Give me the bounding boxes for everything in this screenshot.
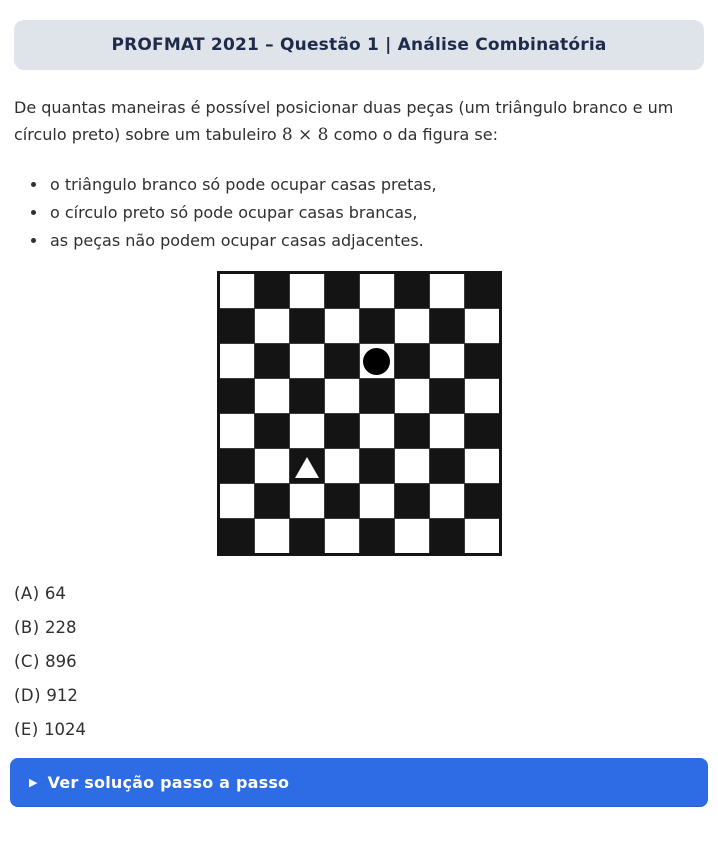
board-cell (395, 309, 429, 343)
board-cell (430, 379, 464, 413)
board-cell (290, 414, 324, 448)
board-cell (430, 449, 464, 483)
board-cell (465, 309, 499, 343)
board-cell (360, 379, 394, 413)
board-cell (325, 274, 359, 308)
board-cell (255, 414, 289, 448)
board-cell (430, 274, 464, 308)
board-cell (360, 519, 394, 553)
board-cell (220, 344, 254, 378)
question-text-before-math: De quantas maneiras é possível posicionar duas peças (um triângulo branco e um círculo preto) sobre um tabuleiro (14, 98, 674, 144)
board-cell (290, 274, 324, 308)
board-cell (465, 379, 499, 413)
answer-option-e (14, 713, 704, 747)
board-cell (395, 344, 429, 378)
board-cell (325, 519, 359, 553)
option-letter: (A) (14, 584, 40, 603)
board-cell (465, 449, 499, 483)
option-value: 896 (45, 652, 77, 671)
board-cell (395, 274, 429, 308)
board-cell (325, 414, 359, 448)
board-cell (220, 309, 254, 343)
option-letter: (C) (14, 652, 40, 671)
question-text (14, 94, 704, 149)
board-cell (255, 274, 289, 308)
board-cell (360, 484, 394, 518)
board-cell (290, 484, 324, 518)
board-cell (430, 309, 464, 343)
board-cell (325, 484, 359, 518)
answer-option-b (14, 611, 704, 645)
board-cell (220, 379, 254, 413)
board-cell (465, 519, 499, 553)
board-cell (430, 519, 464, 553)
conditions-list (14, 171, 704, 255)
board-cell (220, 274, 254, 308)
option-value: 228 (44, 618, 77, 637)
math-expression: 8 × 8 (281, 125, 329, 145)
board-cell (465, 344, 499, 378)
solution-toggle-button[interactable] (10, 758, 708, 807)
board-cell (430, 484, 464, 518)
board-cell (290, 519, 324, 553)
option-letter: (D) (14, 686, 42, 705)
board-cell (290, 344, 324, 378)
question-header-banner (14, 20, 704, 70)
board-cell (325, 379, 359, 413)
board-cell (360, 449, 394, 483)
option-value: 1024 (44, 720, 87, 739)
condition-item: • as peças não podem ocupar casas adjacentes. (48, 227, 704, 255)
board-cell (255, 519, 289, 553)
chessboard-figure (217, 271, 502, 556)
option-letter: (E) (14, 720, 39, 739)
board-cell (255, 449, 289, 483)
option-value: 912 (46, 686, 78, 705)
board-cell (360, 344, 394, 378)
play-arrow-icon: ▶ (29, 776, 38, 789)
white-triangle-piece (295, 457, 319, 478)
board-cell (220, 414, 254, 448)
option-value: 64 (44, 584, 66, 603)
board-cell (395, 519, 429, 553)
board-cell (255, 484, 289, 518)
solution-toggle-label: Ver solução passo a passo (47, 773, 290, 792)
chessboard-figure-wrapper (0, 271, 718, 556)
board-cell (255, 344, 289, 378)
board-cell (395, 449, 429, 483)
condition-item: • o círculo preto só pode ocupar casas brancas, (48, 199, 704, 227)
board-cell (220, 449, 254, 483)
board-cell (290, 379, 324, 413)
board-cell (290, 449, 324, 483)
answer-option-a (14, 577, 704, 611)
board-cell (360, 274, 394, 308)
black-circle-piece (363, 348, 390, 375)
board-cell (430, 414, 464, 448)
answer-option-c (14, 645, 704, 679)
option-letter: (B) (14, 618, 40, 637)
board-cell (325, 309, 359, 343)
board-cell (220, 484, 254, 518)
board-cell (360, 414, 394, 448)
question-text-after-math: como o da figura se: (328, 125, 498, 144)
board-cell (395, 414, 429, 448)
board-cell (325, 344, 359, 378)
board-cell (465, 484, 499, 518)
answer-option-d (14, 679, 704, 713)
answer-options (14, 577, 704, 747)
board-cell (465, 274, 499, 308)
condition-item: • o triângulo branco só pode ocupar casas pretas, (48, 171, 704, 199)
board-cell (465, 414, 499, 448)
board-cell (255, 379, 289, 413)
board-cell (395, 484, 429, 518)
board-cell (220, 519, 254, 553)
board-cell (255, 309, 289, 343)
page-title: PROFMAT 2021 – Questão 1 | Análise Combinatória (111, 35, 607, 55)
question-page (0, 20, 718, 843)
board-cell (325, 449, 359, 483)
board-cell (290, 309, 324, 343)
board-cell (430, 344, 464, 378)
board-cell (395, 379, 429, 413)
board-cell (360, 309, 394, 343)
